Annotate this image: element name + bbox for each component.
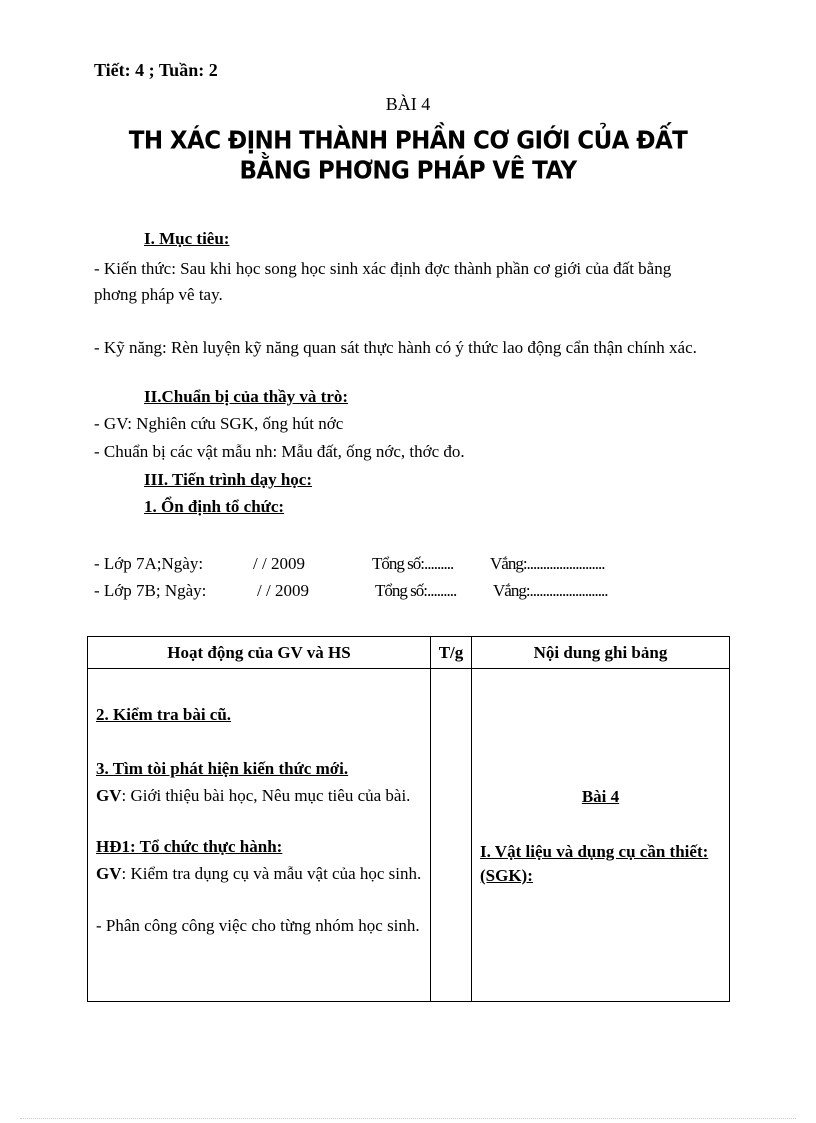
lesson-meta: Tiết: 4 ; Tuần: 2 bbox=[94, 60, 218, 80]
gv-introduce bbox=[96, 784, 422, 808]
table-header-activity: Hoạt động của GV và HS bbox=[167, 643, 351, 662]
class-row-total: Tổng số:......... bbox=[375, 581, 457, 600]
page-bottom-divider bbox=[20, 1118, 796, 1119]
gv-label: GV bbox=[96, 864, 122, 883]
class-row-absent: Vắng:........................ bbox=[490, 554, 605, 573]
class-row-cls: - Lớp 7A;Ngày: bbox=[94, 554, 204, 573]
lesson-number: BÀI 4 bbox=[385, 94, 431, 114]
activity-1-heading: HĐ1: Tổ chức thực hành: bbox=[96, 837, 283, 856]
content-lesson-title: Bài 4 bbox=[581, 787, 620, 806]
section-objectives-heading: I. Mục tiêu: bbox=[144, 229, 230, 248]
preparation-gv: - GV: Nghiên cứu SGK, ống hút nớc bbox=[94, 414, 344, 433]
check-old-lesson: 2. Kiểm tra bài cũ. bbox=[96, 705, 232, 724]
table-header-divider bbox=[88, 668, 729, 669]
table-header-time: T/g bbox=[438, 643, 464, 662]
gv-check-tools bbox=[96, 862, 422, 886]
class-row-absent: Vắng:........................ bbox=[493, 581, 608, 600]
lesson-activity-table bbox=[87, 636, 730, 1002]
table-divider bbox=[471, 637, 472, 1001]
gv-label: GV bbox=[96, 786, 122, 805]
section-preparation-heading: II.Chuẩn bị của thầy và trò: bbox=[144, 387, 349, 406]
gv-introduce-text: : Giới thiệu bài học, Nêu mục tiêu của bài. bbox=[121, 786, 411, 805]
section-process-heading: III. Tiến trình dạy học: bbox=[144, 470, 312, 489]
objective-skill: - Kỹ năng: Rèn luyện kỹ năng quan sát thực hành có ý thức lao động cẩn thận chính xác. bbox=[94, 338, 697, 357]
class-row-date: / / 2009 bbox=[253, 554, 305, 573]
page-title-line-2: BẰNG PHƠNG PHÁP VÊ TAY bbox=[239, 156, 577, 186]
class-row-total: Tổng số:......... bbox=[372, 554, 454, 573]
objective-knowledge: - Kiến thức: Sau khi học song học sinh xác định đợc thành phần cơ giới của đất bằng phơng pháp vê tay. bbox=[94, 259, 672, 304]
content-materials-heading: I. Vật liệu và dụng cụ cần thiết: (SGK): bbox=[480, 842, 709, 885]
discover-new-knowledge: 3. Tìm tòi phát hiện kiến thức mới. bbox=[96, 759, 349, 778]
class-row-date: / / 2009 bbox=[257, 581, 309, 600]
preparation-materials: - Chuẩn bị các vật mẫu nh: Mẫu đất, ống nớc, thớc đo. bbox=[94, 442, 465, 461]
page-title-line-1: TH XÁC ĐỊNH THÀNH PHẦN CƠ GIỚI CỦA ĐẤT bbox=[128, 126, 688, 156]
class-row-cls: - Lớp 7B; Ngày: bbox=[94, 581, 207, 600]
assign-groups: - Phân công công việc cho từng nhóm học sinh. bbox=[96, 916, 420, 935]
gv-check-tools-text: : Kiểm tra dụng cụ và mẫu vật của học sinh. bbox=[121, 864, 422, 883]
table-divider bbox=[430, 637, 431, 1001]
table-header-content: Nội dung ghi bảng bbox=[533, 643, 668, 662]
section-organization-heading: 1. Ổn định tổ chức: bbox=[144, 497, 285, 516]
